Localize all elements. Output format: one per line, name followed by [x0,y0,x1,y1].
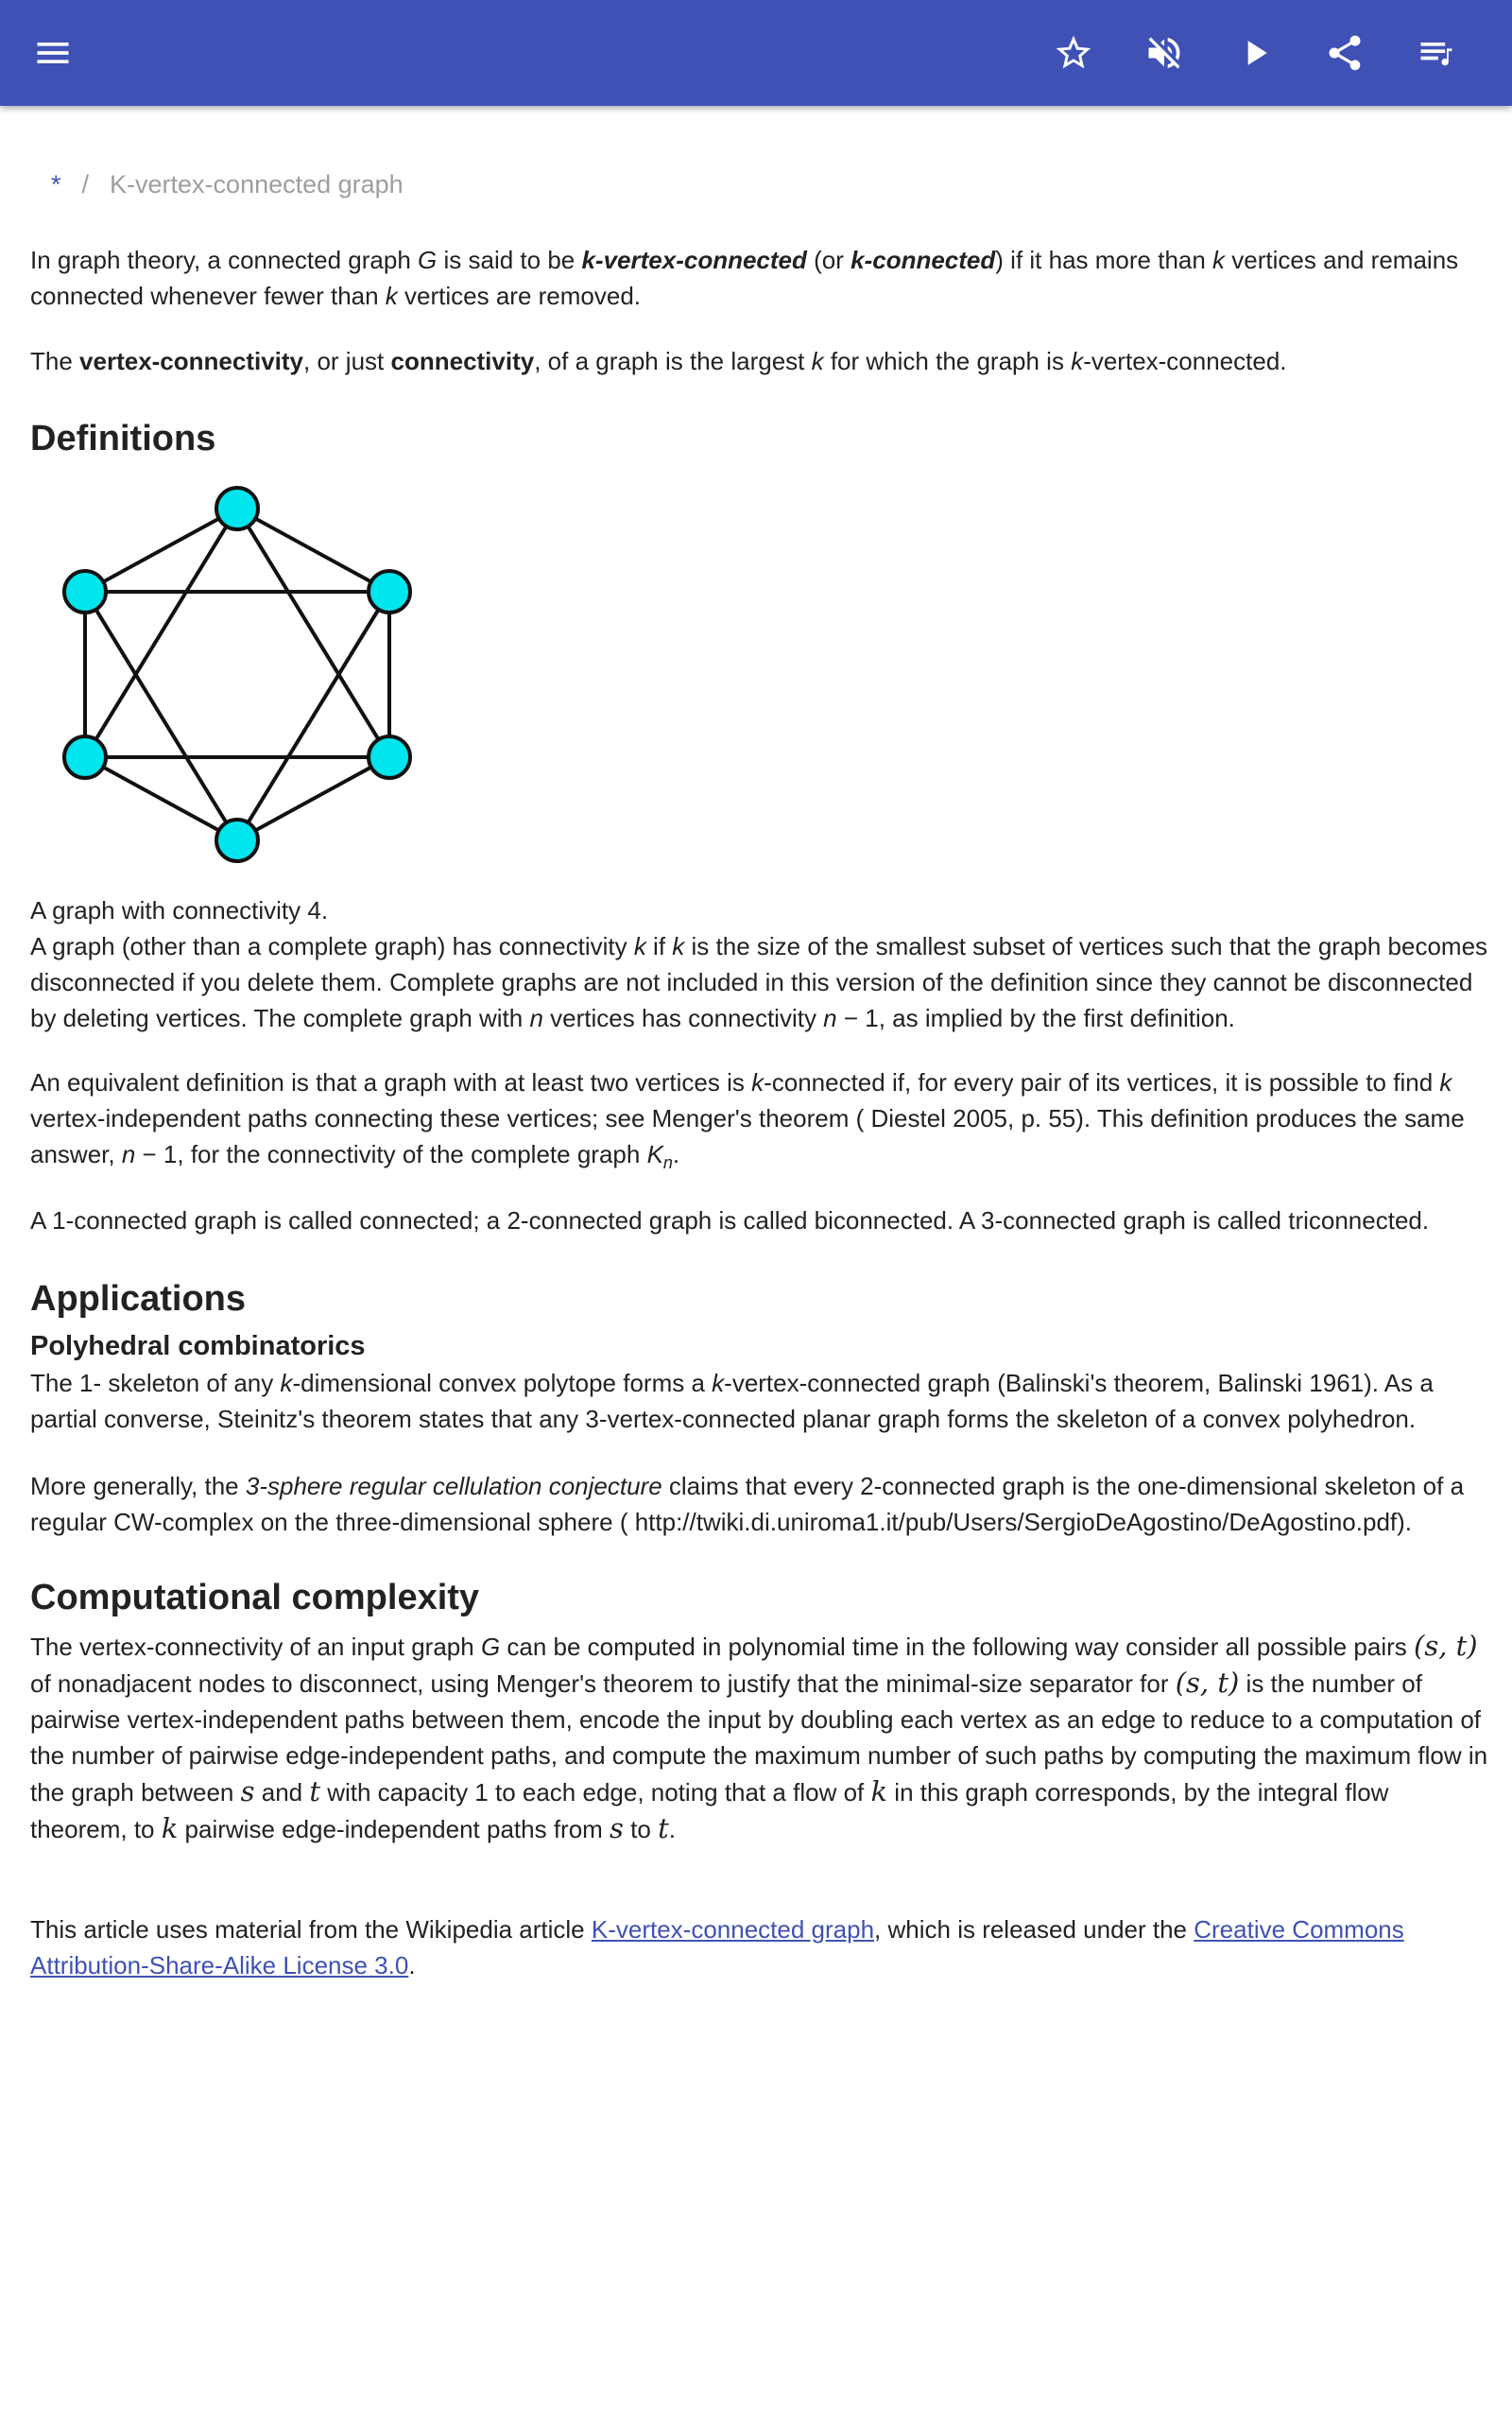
app-bar [0,0,1512,106]
graph-figure [30,478,427,875]
license-notice: This article uses material from the Wikipedia article K-vertex-connected graph, which is released under the Creative Commons Attribution-Share-Alike License 3.0. [30,1915,1404,1979]
breadcrumb [51,166,404,202]
share-icon[interactable] [1318,26,1371,79]
graph-vertex [216,488,258,529]
definitions-paragraph-1: A graph (other than a complete graph) has connectivity k if k is the size of the smallest subset of vertices such that the graph becomes disconnected if you delete them. Complete graphs are not included in this version of the definition since they cannot be disconnected by deleting vertices. The complete graph with n vertices has connectivity n − 1, as implied by the first definition. [30,932,1488,1032]
intro-paragraph-1: In graph theory, a connected graph G is said to be k-vertex-connected (or k-connected) if it has more than k vertices and remains connected whenever fewer than k vertices are removed. [30,246,1459,310]
polyhedral-subheading: Polyhedral combinatorics [30,1331,366,1361]
graph-vertex [369,736,410,778]
wikipedia-article-link[interactable]: K-vertex-connected graph [591,1915,875,1944]
breadcrumb-home[interactable]: * [51,170,61,199]
intro-paragraph-2: The vertex-connectivity, or just connectivity, of a graph is the largest k for which the graph is k-vertex-connected. [30,347,1287,375]
graph-vertex [216,820,258,861]
breadcrumb-current: K-vertex-connected graph [110,170,404,199]
definitions-paragraph-2: An equivalent definition is that a graph with at least two vertices is k-connected if, for every pair of its vertices, it is possible to find k vertex-independent paths connecting these vertices; see Menger's theorem ( Diestel 2005, p. 55). This definition produces the same answer, n − 1, for the connectivity of the complete graph $K_n$. [30,1068,1465,1173]
play-icon[interactable] [1228,26,1281,79]
graph-vertex [369,571,410,613]
star-icon[interactable] [1047,26,1100,79]
definitions-heading: Definitions [30,419,216,458]
graph-illustration [30,478,427,875]
volume-off-icon[interactable] [1138,26,1191,79]
definitions-paragraph-3: A 1-connected graph is called connected; a 2-connected graph is called biconnected. A 3-connected graph is called triconnected. [30,1206,1430,1235]
complexity-heading: Computational complexity [30,1578,480,1617]
graph-vertex [64,736,106,778]
graph-vertex [64,571,106,613]
complexity-paragraph: The vertex-connectivity of an input graph G can be computed in polynomial time in the following way consider all possible pairs (s, t) of nonadjacent nodes to disconnect, using Menger's theorem to justify that the minimal-size separator for (s, t) is the number of pairwise vertex-independent paths between them, encode the input by doubling each vertex as an edge to reduce to a computation of the number of pairwise edge-independent paths, and compute the maximum number of such paths by computing the maximum flow in the graph between s and t with capacity 1 to each edge, noting that a flow of k in this graph corresponds, by the integral flow theorem, to k pairwise edge-independent paths from s to t. [30,1630,1488,1844]
playlist-icon[interactable] [1410,26,1463,79]
breadcrumb-separator: / [81,170,90,199]
applications-paragraph-1: The 1- skeleton of any k-dimensional convex polytope forms a k-vertex-connected graph (Balinski's theorem, Balinski 1961). As a partial converse, Steinitz's theorem states that any 3-vertex-connected planar graph forms the skeleton of a convex polyhedron. [30,1369,1434,1433]
applications-heading: Applications [30,1279,247,1319]
applications-paragraph-2: More generally, the 3-sphere regular cellulation conjecture claims that every 2-connected graph is the one-dimensional skeleton of a regular CW-complex on the three-dimensional sphere ( http://twiki.di.uniroma1.it/pub/Users/SergioDeAgostino/DeAgostino.pdf). [30,1472,1465,1536]
menu-icon[interactable] [26,26,79,79]
figure-caption: A graph with connectivity 4. [30,896,329,925]
license-link[interactable]: Creative Commons Attribution-Share-Alike License 3.0 [30,1915,1404,1979]
